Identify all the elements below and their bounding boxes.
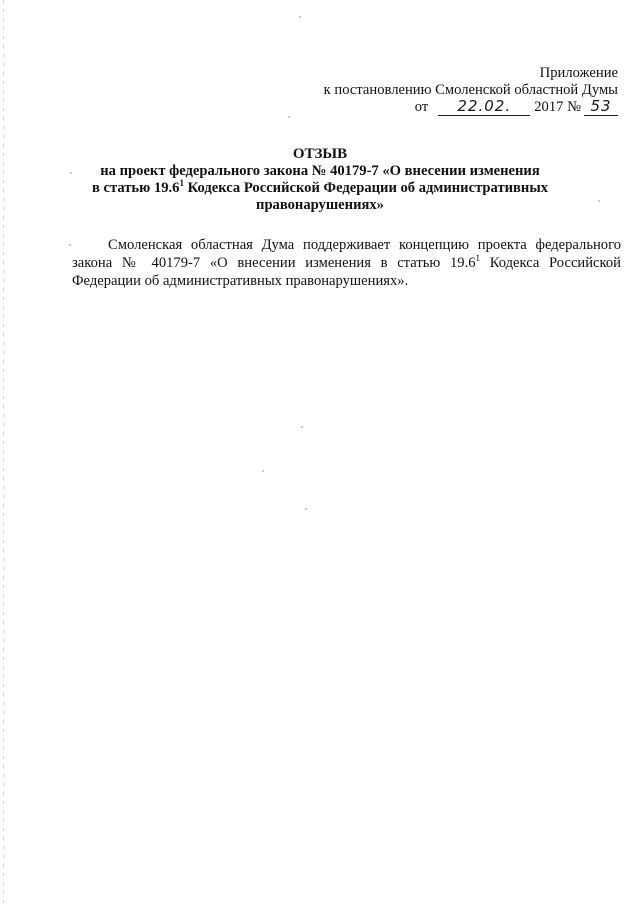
scan-speck bbox=[299, 16, 301, 18]
appendix-subtitle: к постановлению Смоленской областной Думы bbox=[323, 82, 618, 98]
date-blank bbox=[438, 99, 530, 116]
appendix-label: Приложение bbox=[539, 65, 618, 81]
body-paragraph bbox=[72, 236, 621, 290]
title-line-2-start: в статью 19.6 bbox=[91, 180, 180, 196]
document-title bbox=[70, 146, 570, 214]
title-line-2-end: Кодекса Российской Федерации об административных bbox=[183, 180, 549, 196]
handwritten-date: 22.02. bbox=[457, 97, 512, 115]
scan-speck bbox=[598, 200, 600, 202]
title-line-3: правонарушениях» bbox=[256, 197, 384, 213]
title-superscript: 1 bbox=[179, 178, 184, 189]
title-line-2 bbox=[70, 180, 570, 197]
scan-speck bbox=[301, 426, 303, 428]
number-blank bbox=[584, 99, 618, 116]
title-heading: ОТЗЫВ bbox=[292, 146, 348, 162]
scan-speck bbox=[69, 244, 71, 246]
body-superscript: 1 bbox=[475, 253, 481, 264]
appendix-date-line bbox=[324, 99, 618, 116]
scan-speck bbox=[262, 470, 264, 472]
body-text-end: Кодекса Российской Федерации об административных правонарушениях». bbox=[72, 255, 621, 289]
scan-speck bbox=[288, 116, 290, 118]
scan-speck bbox=[305, 508, 307, 510]
scan-speck bbox=[70, 172, 72, 174]
body-text-start: Смоленская областная Дума поддерживает концепцию проекта федерального закона № 40179-7 «О внесении изменения в статью 19.6 bbox=[72, 237, 621, 271]
date-prefix: от bbox=[414, 99, 429, 115]
year-text: 2017 № bbox=[534, 99, 581, 115]
handwritten-number: 53 bbox=[590, 97, 612, 115]
scan-edge-marks bbox=[3, 0, 4, 905]
appendix-header bbox=[324, 65, 618, 116]
title-line-1: на проект федерального закона № 40179-7 «О внесении изменения bbox=[100, 163, 540, 179]
